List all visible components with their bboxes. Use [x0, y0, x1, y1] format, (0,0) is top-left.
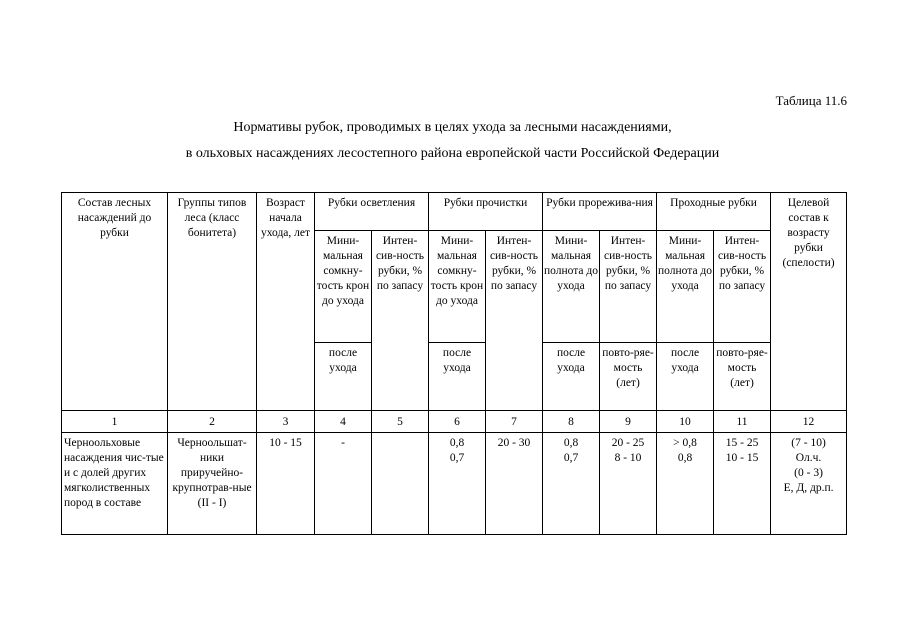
- column-number: 11: [714, 411, 771, 433]
- header-cleaning: Рубки прочистки: [429, 193, 543, 231]
- table-row: [62, 433, 847, 535]
- column-number: 3: [257, 411, 315, 433]
- header-intensity: Интен-сив-ность рубки, % по запасу: [600, 231, 657, 343]
- column-number: 7: [486, 411, 543, 433]
- column-number: 2: [168, 411, 257, 433]
- column-number: 10: [657, 411, 714, 433]
- header-composition: Состав лесных насаждений до рубки: [62, 193, 168, 411]
- cell-min-density-thinning: [543, 433, 600, 535]
- header-min-density: Мини-мальная полнота до ухода: [657, 231, 714, 343]
- cell-start-age: 10 - 15: [257, 433, 315, 535]
- cell-value: 0,7: [563, 452, 579, 464]
- cell-intensity-thinning: [600, 433, 657, 535]
- column-number: 12: [771, 411, 847, 433]
- header-min-density: Мини-мальная полнота до ухода: [543, 231, 600, 343]
- cell-value: > 0,8: [673, 437, 697, 449]
- cell-value: (7 - 10): [791, 437, 826, 449]
- cell-forest-groups: Черноольшат-ники приручейно-крупнотрав-ные (II - I): [168, 433, 257, 535]
- header-clearing: Рубки осветления: [315, 193, 429, 231]
- header-start-age: Возраст начала ухода, лет: [257, 193, 315, 411]
- header-forest-groups: Группы типов леса (класс бонитета): [168, 193, 257, 411]
- cell-value: 0,8: [449, 437, 465, 449]
- table-title-line-2: в ольховых насаждениях лесостепного района европейской части Российской Федерации: [185, 146, 720, 161]
- cell-min-closure-clearing: -: [315, 433, 372, 535]
- header-passage: Проходные рубки: [657, 193, 771, 231]
- column-number: 5: [372, 411, 429, 433]
- cell-composition: Черноольховые насаждения чис-тые и с долей других мягколиственных пород в составе: [62, 433, 168, 535]
- cell-value: 8 - 10: [614, 452, 642, 464]
- cell-value: 20 - 25: [611, 437, 645, 449]
- column-number: 4: [315, 411, 372, 433]
- norms-table: [61, 192, 847, 535]
- cell-value: Е, Д, др.п.: [783, 482, 834, 494]
- cell-value: (0 - 3): [794, 467, 823, 479]
- column-number: 6: [429, 411, 486, 433]
- cell-value: 10 - 15: [725, 452, 759, 464]
- header-repeat: повто-ряе-мость (лет): [714, 343, 771, 411]
- header-repeat: повто-ряе-мость (лет): [600, 343, 657, 411]
- table-title-line-1: Нормативы рубок, проводимых в целях ухода за лесными насаждениями,: [233, 120, 672, 135]
- column-number: 9: [600, 411, 657, 433]
- cell-min-density-passage: [657, 433, 714, 535]
- cell-value: 0,8: [677, 452, 693, 464]
- table-number: Таблица 11.6: [775, 93, 847, 108]
- header-after: после ухода: [315, 343, 372, 411]
- cell-value: 0,7: [449, 452, 465, 464]
- header-intensity: Интен-сив-ность рубки, % по запасу: [486, 231, 543, 411]
- header-after: после ухода: [657, 343, 714, 411]
- cell-target: [771, 433, 847, 535]
- header-after: после ухода: [543, 343, 600, 411]
- cell-value: Ол.ч.: [795, 452, 822, 464]
- header-target: Целевой состав к возрасту рубки (спелости): [771, 193, 847, 411]
- cell-intensity-clearing: [372, 433, 429, 535]
- cell-min-closure-cleaning: [429, 433, 486, 535]
- column-number: 1: [62, 411, 168, 433]
- header-min-closure: Мини-мальная сомкну-тость крон до ухода: [315, 231, 372, 343]
- header-thinning: Рубки прорежива-ния: [543, 193, 657, 231]
- header-intensity: Интен-сив-ность рубки, % по запасу: [714, 231, 771, 343]
- cell-value: 15 - 25: [725, 437, 759, 449]
- cell-intensity-passage: [714, 433, 771, 535]
- header-min-closure: Мини-мальная сомкну-тость крон до ухода: [429, 231, 486, 343]
- cell-value: 0,8: [563, 437, 579, 449]
- column-number: 8: [543, 411, 600, 433]
- header-intensity: Интен-сив-ность рубки, % по запасу: [372, 231, 429, 411]
- header-after: после ухода: [429, 343, 486, 411]
- cell-intensity-cleaning: 20 - 30: [486, 433, 543, 535]
